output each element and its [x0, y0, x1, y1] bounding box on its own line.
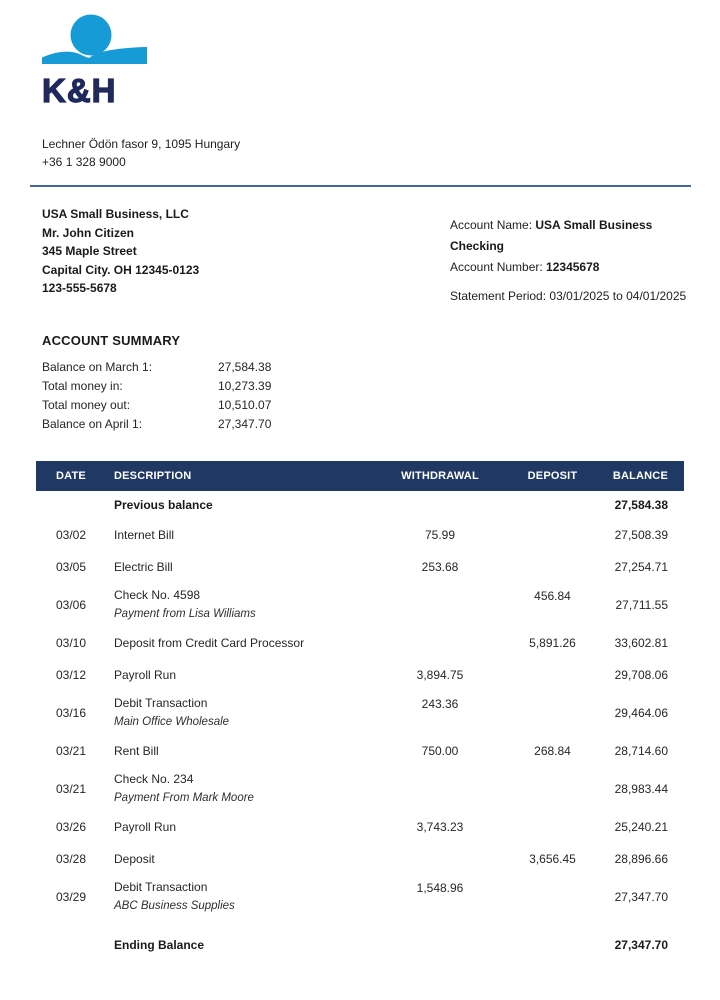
- customer-street: 345 Maple Street: [42, 244, 137, 258]
- cell-withdrawal: [370, 583, 510, 589]
- table-row-ending-balance: [36, 931, 684, 959]
- table-row: [36, 519, 684, 551]
- summary-row: [42, 415, 720, 434]
- cell-withdrawal: [370, 767, 510, 773]
- header-description: DESCRIPTION: [114, 470, 192, 482]
- cell-withdrawal: 243.36: [421, 697, 459, 711]
- cell-description: Internet Bill: [114, 528, 175, 542]
- cell-balance: 33,602.81: [614, 636, 668, 650]
- customer-phone: 123-555-5678: [42, 281, 117, 295]
- cell-date: 03/21: [55, 744, 87, 758]
- cell-date: 03/06: [55, 598, 87, 612]
- cell-withdrawal: 75.99: [424, 528, 456, 542]
- cell-balance: 27,254.71: [614, 560, 668, 574]
- bank-contact-block: [42, 135, 720, 171]
- cell-description: Electric Bill: [114, 560, 173, 574]
- customer-company: USA Small Business, LLC: [42, 207, 189, 221]
- cell-withdrawal: 253.68: [421, 560, 459, 574]
- cell-date: 03/29: [55, 890, 87, 904]
- header-date: DATE: [56, 470, 86, 482]
- header-withdrawal: WITHDRAWAL: [401, 470, 479, 482]
- bank-phone: +36 1 328 9000: [42, 155, 126, 169]
- cell-date: 03/10: [55, 636, 87, 650]
- table-row: [36, 767, 684, 811]
- cell-date: 03/02: [55, 528, 87, 542]
- account-name-label: Account Name:: [450, 218, 536, 232]
- table-row: [36, 627, 684, 659]
- cell-deposit: 268.84: [534, 744, 571, 758]
- statement-period-line: [450, 286, 690, 307]
- customer-city: Capital City. OH 12345-0123: [42, 262, 200, 277]
- summary-label: Balance on April 1:: [42, 417, 143, 431]
- cell-description: [106, 694, 370, 732]
- cell-description: Payroll Run: [114, 668, 177, 682]
- table-row: [36, 551, 684, 583]
- statement-info-row: [42, 205, 690, 307]
- summary-row: [42, 377, 720, 396]
- cell-date: 03/16: [55, 706, 87, 720]
- table-row: [36, 843, 684, 875]
- cell-description: [106, 586, 370, 624]
- transactions-table: [36, 461, 684, 959]
- cell-date: 03/12: [55, 668, 87, 682]
- cell-deposit: [510, 875, 595, 881]
- customer-address-block: [42, 205, 199, 307]
- cell-balance: 27,347.70: [614, 938, 668, 952]
- cell-description: [106, 770, 370, 808]
- cell-description: Deposit from Credit Card Processor: [114, 636, 305, 650]
- cell-balance: 27,584.38: [614, 498, 668, 512]
- cell-description: Rent Bill: [114, 744, 159, 758]
- cell-deposit: 456.84: [534, 589, 571, 603]
- customer-name: Mr. John Citizen: [42, 225, 135, 240]
- cell-withdrawal: 3,743.23: [416, 820, 464, 834]
- horizontal-divider: [30, 185, 691, 187]
- cell-balance: 29,708.06: [614, 668, 668, 682]
- cell-withdrawal: 1,548.96: [416, 881, 464, 895]
- summary-row: [42, 396, 720, 415]
- summary-label: Total money in:: [42, 379, 123, 393]
- account-summary: [42, 333, 720, 434]
- cell-balance: 27,711.55: [615, 598, 668, 612]
- summary-value: 10,273.39: [218, 379, 272, 393]
- cell-balance: 28,983.44: [614, 782, 668, 796]
- summary-value: 27,584.38: [218, 360, 272, 374]
- cell-balance: 27,347.70: [614, 890, 668, 904]
- cell-balance: 28,714.60: [614, 744, 668, 758]
- account-summary-rows: [42, 358, 720, 434]
- cell-deposit: [510, 691, 595, 697]
- table-row-previous-balance: [36, 491, 684, 519]
- account-number-line: [450, 257, 690, 278]
- cell-date: 03/05: [55, 560, 87, 574]
- summary-value: 10,510.07: [218, 398, 272, 412]
- account-number-label: Account Number:: [450, 260, 547, 274]
- account-name-value: USA Small Business Checking: [450, 218, 653, 253]
- cell-deposit: [510, 767, 595, 773]
- cell-description: Deposit: [114, 852, 155, 866]
- statement-period-label: Statement Period:: [450, 289, 550, 303]
- cell-deposit: 3,656.45: [529, 852, 576, 866]
- description-title: Check No. 4598: [114, 588, 201, 602]
- cell-description: [106, 878, 370, 916]
- description-subtitle: ABC Business Supplies: [114, 900, 235, 912]
- header-deposit: DEPOSIT: [527, 470, 578, 482]
- description-subtitle: Payment From Mark Moore: [114, 792, 254, 804]
- kh-logo-mark-icon: [42, 14, 147, 66]
- cell-withdrawal: 3,894.75: [416, 668, 464, 682]
- summary-value: 27,347.70: [218, 417, 272, 431]
- bank-logo-text: K&H: [42, 72, 117, 109]
- table-row: [36, 875, 684, 919]
- account-summary-title: ACCOUNT SUMMARY: [42, 333, 181, 348]
- cell-balance: 29,464.06: [614, 706, 668, 720]
- cell-balance: 25,240.21: [614, 820, 668, 834]
- table-row: [36, 583, 684, 627]
- cell-balance: 28,896.66: [614, 852, 668, 866]
- cell-deposit: 5,891.26: [529, 636, 576, 650]
- description-title: Debit Transaction: [114, 880, 208, 894]
- account-number-value: 12345678: [546, 260, 600, 274]
- cell-date: 03/28: [55, 852, 87, 866]
- description-subtitle: Payment from Lisa Williams: [114, 608, 256, 620]
- table-header-row: [36, 461, 684, 491]
- cell-description: Payroll Run: [114, 820, 177, 834]
- cell-date: 03/21: [55, 782, 87, 796]
- statement-period-value: 03/01/2025 to 04/01/2025: [549, 289, 687, 303]
- table-row: [36, 659, 684, 691]
- summary-label: Total money out:: [42, 398, 131, 412]
- account-name-line: [450, 215, 690, 257]
- bank-logo: [42, 14, 152, 109]
- header-balance: BALANCE: [612, 470, 668, 482]
- table-row: [36, 735, 684, 767]
- cell-description: Previous balance: [114, 498, 213, 512]
- cell-description: Ending Balance: [114, 938, 205, 952]
- description-title: Check No. 234: [114, 772, 194, 786]
- bank-address: Lechner Ödön fasor 9, 1095 Hungary: [42, 137, 241, 151]
- account-info-block: [450, 205, 690, 307]
- description-subtitle: Main Office Wholesale: [114, 716, 230, 728]
- summary-label: Balance on March 1:: [42, 360, 153, 374]
- summary-row: [42, 358, 720, 377]
- cell-withdrawal: 750.00: [421, 744, 459, 758]
- table-row: [36, 691, 684, 735]
- cell-balance: 27,508.39: [614, 528, 668, 542]
- cell-date: 03/26: [55, 820, 87, 834]
- table-row: [36, 811, 684, 843]
- description-title: Debit Transaction: [114, 696, 208, 710]
